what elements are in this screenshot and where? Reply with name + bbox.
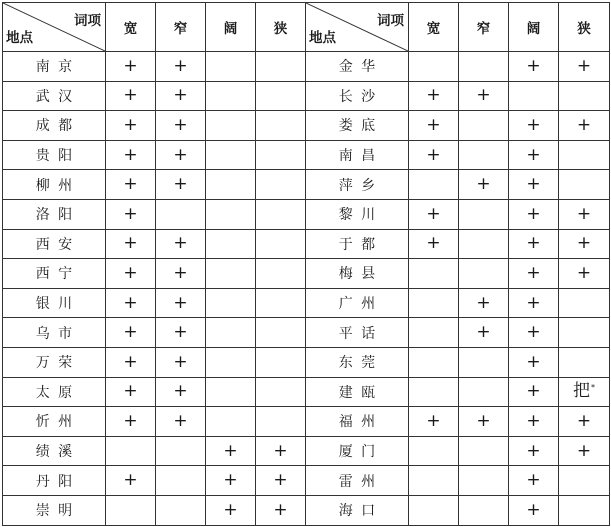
mark-cell [256,170,306,200]
mark-value: + [526,322,541,343]
mark-cell [206,377,256,407]
mark-cell [559,318,610,348]
mark-cell [509,288,559,318]
mark-cell [106,229,156,259]
mark-cell [106,407,156,437]
mark-cell [106,466,156,496]
mark-cell [559,377,610,407]
mark-cell [156,318,206,348]
mark-cell [409,52,459,82]
mark-value: + [476,410,491,431]
mark-value: + [526,203,541,224]
mark-cell [256,377,306,407]
mark-value: + [273,470,288,491]
mark-cell [509,170,559,200]
mark-cell [459,495,509,525]
mark-value: + [526,440,541,461]
table-row [3,466,610,496]
mark-cell [156,436,206,466]
mark-value: + [426,233,441,254]
mark-cell [206,318,256,348]
mark-cell [509,140,559,170]
mark-cell [156,199,206,229]
mark-value: + [173,381,188,402]
column-header: 宽 [409,3,459,52]
mark-value: + [476,174,491,195]
mark-cell [256,288,306,318]
mark-value: + [123,262,138,283]
mark-value: + [123,85,138,106]
mark-cell [509,347,559,377]
mark-value: + [123,470,138,491]
place-name-right: 广州 [306,288,409,318]
column-header: 窄 [459,3,509,52]
mark-cell [409,318,459,348]
mark-cell [409,466,459,496]
mark-value: + [123,144,138,165]
mark-cell [156,170,206,200]
mark-value: + [123,410,138,431]
mark-value: + [576,233,592,254]
mark-cell [559,170,610,200]
mark-cell [206,140,256,170]
mark-value: + [123,55,138,76]
mark-value: + [173,292,188,313]
table-row [3,436,610,466]
mark-cell [459,377,509,407]
column-header: 狭 [559,3,610,52]
mark-cell [156,81,206,111]
mark-cell [106,199,156,229]
mark-cell [156,377,206,407]
place-name-right: 南昌 [306,140,409,170]
mark-value: + [173,410,188,431]
mark-cell [459,111,509,141]
corner-label-place: 地点 [6,30,33,46]
corner-header-left [3,3,106,52]
mark-cell [409,436,459,466]
mark-cell [459,81,509,111]
mark-cell [409,140,459,170]
place-name-right: 建瓯 [306,377,409,407]
mark-cell [106,111,156,141]
mark-cell [106,347,156,377]
mark-cell [256,436,306,466]
mark-cell [459,140,509,170]
corner-label-term: 词项 [74,13,101,29]
corner-label-place: 地点 [309,30,336,46]
place-name-right: 黎川 [306,199,409,229]
table-row [3,495,610,525]
mark-cell [409,111,459,141]
mark-cell [106,288,156,318]
mark-value: + [273,499,288,520]
place-name-left: 乌市 [3,318,106,348]
mark-value: + [526,144,541,165]
mark-cell [156,407,206,437]
place-name-left: 武汉 [3,81,106,111]
place-name-right: 平话 [306,318,409,348]
mark-cell [459,407,509,437]
mark-value: 把 [573,381,590,402]
place-name-left: 绩溪 [3,436,106,466]
mark-cell [156,347,206,377]
table-row [3,52,610,82]
mark-cell [459,199,509,229]
place-name-right: 东莞 [306,347,409,377]
mark-value: + [123,233,138,254]
mark-cell [106,140,156,170]
place-name-left: 丹阳 [3,466,106,496]
mark-cell [106,318,156,348]
mark-cell [559,407,610,437]
mark-value: + [526,292,541,313]
mark-value: + [426,85,441,106]
mark-cell [559,436,610,466]
place-name-left: 忻州 [3,407,106,437]
place-name-right: 福州 [306,407,409,437]
place-name-right: 于都 [306,229,409,259]
mark-cell [256,199,306,229]
place-name-left: 崇明 [3,495,106,525]
mark-value: + [123,203,138,224]
table-row [3,288,610,318]
mark-value: + [576,440,592,461]
mark-value: + [173,144,188,165]
place-name-right: 长沙 [306,81,409,111]
mark-value: + [426,114,441,135]
mark-cell [106,52,156,82]
mark-cell [559,140,610,170]
mark-cell [156,229,206,259]
mark-cell [409,347,459,377]
mark-value: + [526,410,541,431]
mark-cell [559,199,610,229]
mark-cell [206,466,256,496]
place-name-left: 洛阳 [3,199,106,229]
mark-cell [409,229,459,259]
mark-cell [409,495,459,525]
mark-value: + [173,55,188,76]
mark-cell [106,377,156,407]
mark-cell [559,229,610,259]
mark-cell [206,259,256,289]
mark-value: + [576,262,592,283]
mark-value: + [123,322,138,343]
mark-cell [509,111,559,141]
mark-cell [206,52,256,82]
table-row [3,229,610,259]
mark-value: + [273,440,288,461]
mark-value: + [173,174,188,195]
mark-cell [256,495,306,525]
place-name-right: 娄底 [306,111,409,141]
mark-value: + [526,55,541,76]
column-header: 狭 [256,3,306,52]
table-row [3,318,610,348]
mark-cell [256,229,306,259]
mark-cell [256,347,306,377]
mark-cell [509,81,559,111]
mark-value: + [526,114,541,135]
table-row [3,111,610,141]
mark-cell [509,407,559,437]
place-name-left: 万荣 [3,347,106,377]
mark-cell [206,407,256,437]
table-body [3,52,610,526]
mark-cell [206,199,256,229]
mark-cell [206,170,256,200]
place-name-right: 雷州 [306,466,409,496]
mark-cell [459,436,509,466]
mark-cell [106,81,156,111]
mark-value: + [223,499,238,520]
mark-value: + [526,233,541,254]
mark-value: + [173,233,188,254]
mark-cell [559,259,610,289]
table-row [3,259,610,289]
mark-cell [106,170,156,200]
mark-value: + [123,174,138,195]
mark-cell [459,318,509,348]
mark-cell [409,407,459,437]
mark-cell [106,436,156,466]
mark-cell [156,111,206,141]
mark-value: + [123,292,138,313]
mark-value: + [576,55,592,76]
mark-cell [256,466,306,496]
mark-cell [459,229,509,259]
mark-value: + [576,114,592,135]
mark-cell [409,199,459,229]
mark-cell [459,52,509,82]
table-row [3,140,610,170]
mark-cell [256,407,306,437]
place-name-right: 海口 [306,495,409,525]
mark-cell [409,81,459,111]
mark-value: + [173,85,188,106]
mark-value: + [476,322,491,343]
place-name-left: 银川 [3,288,106,318]
mark-value: + [173,322,188,343]
mark-cell [509,199,559,229]
column-header: 阔 [509,3,559,52]
place-name-right: 金华 [306,52,409,82]
place-name-left: 贵阳 [3,140,106,170]
mark-value: + [526,499,541,520]
mark-cell [559,111,610,141]
table-row [3,407,610,437]
mark-cell [156,259,206,289]
mark-cell [509,436,559,466]
mark-value: + [526,262,541,283]
table-row [3,81,610,111]
header-row [3,3,610,52]
mark-cell [206,288,256,318]
table-row [3,347,610,377]
mark-value: + [576,410,592,431]
mark-value: + [223,440,238,461]
mark-cell [509,259,559,289]
mark-cell [559,52,610,82]
corner-label-term: 词项 [377,13,404,29]
mark-cell [509,466,559,496]
mark-value: + [476,292,491,313]
mark-cell [156,495,206,525]
dialect-comparison-table [2,2,610,526]
mark-cell [106,259,156,289]
mark-cell [156,140,206,170]
mark-cell [509,52,559,82]
mark-value: + [426,203,441,224]
mark-cell [559,347,610,377]
mark-cell [459,466,509,496]
mark-value: + [123,351,138,372]
mark-cell [509,377,559,407]
mark-cell [256,140,306,170]
mark-cell [256,259,306,289]
table-row [3,377,610,407]
corner-header-right [306,3,409,52]
place-name-left: 太原 [3,377,106,407]
place-name-left: 南京 [3,52,106,82]
mark-value: + [173,351,188,372]
mark-cell [459,347,509,377]
mark-cell [256,318,306,348]
mark-value: + [123,114,138,135]
mark-cell [459,170,509,200]
mark-cell [206,347,256,377]
mark-cell [459,259,509,289]
mark-value: + [526,351,541,372]
place-name-right: 梅县 [306,259,409,289]
mark-cell [256,81,306,111]
mark-cell [509,495,559,525]
place-name-right: 厦门 [306,436,409,466]
mark-cell [256,111,306,141]
mark-cell [559,81,610,111]
mark-cell [559,466,610,496]
mark-value: + [123,381,138,402]
mark-cell [256,52,306,82]
place-name-left: 柳州 [3,170,106,200]
mark-value: + [576,203,592,224]
mark-cell [559,495,610,525]
mark-value: + [173,114,188,135]
mark-value: + [426,144,441,165]
mark-cell [409,259,459,289]
mark-value: + [173,262,188,283]
mark-cell [409,288,459,318]
footnote-mark: * [591,382,595,392]
mark-cell [509,318,559,348]
mark-cell [509,229,559,259]
mark-cell [459,288,509,318]
mark-cell [106,495,156,525]
mark-cell [156,288,206,318]
mark-cell [206,229,256,259]
mark-cell [206,495,256,525]
mark-value: + [526,470,541,491]
mark-cell [206,81,256,111]
mark-value: + [223,470,238,491]
table-row [3,170,610,200]
mark-cell [409,170,459,200]
column-header: 阔 [206,3,256,52]
mark-cell [156,466,206,496]
mark-value: + [526,174,541,195]
mark-cell [206,111,256,141]
place-name-right: 萍乡 [306,170,409,200]
mark-cell [156,52,206,82]
column-header: 宽 [106,3,156,52]
mark-value: + [526,381,541,402]
mark-cell [559,288,610,318]
place-name-left: 成都 [3,111,106,141]
mark-value: + [426,410,441,431]
place-name-left: 西宁 [3,259,106,289]
mark-cell [206,436,256,466]
table-row [3,199,610,229]
place-name-left: 西安 [3,229,106,259]
mark-cell [409,377,459,407]
mark-value: + [476,85,491,106]
column-header: 窄 [156,3,206,52]
